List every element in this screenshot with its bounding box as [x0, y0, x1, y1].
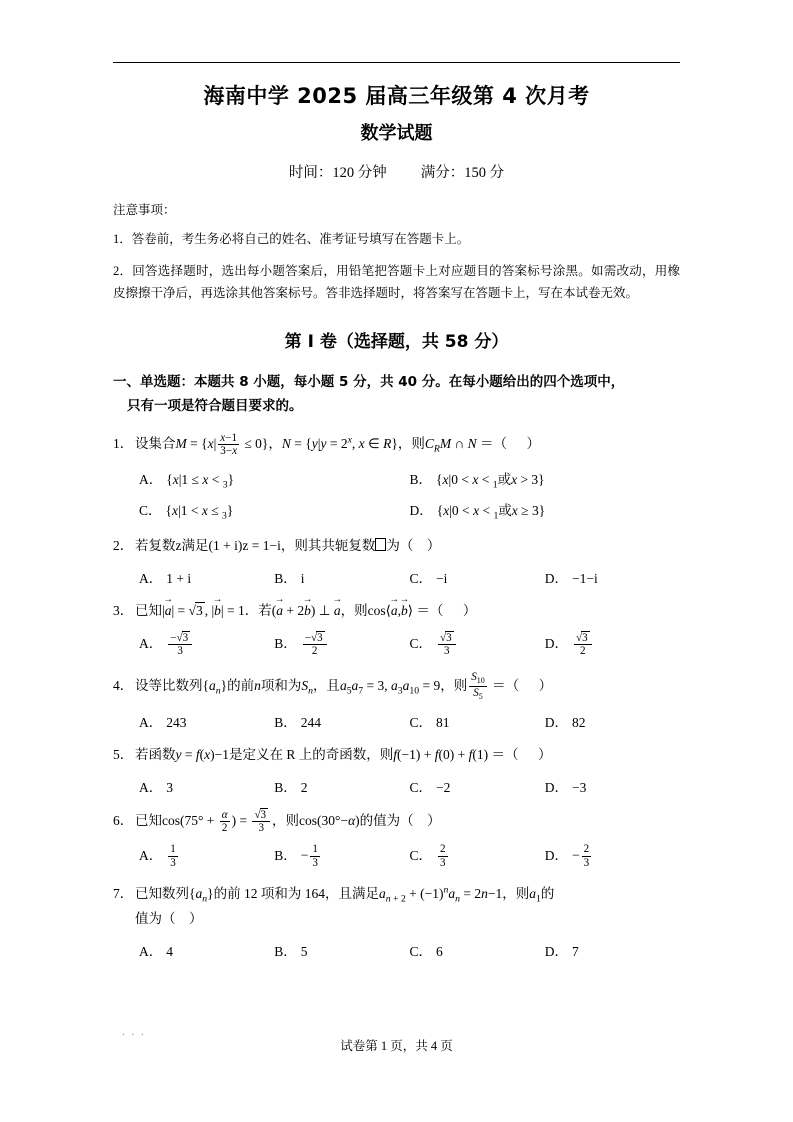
- page-dots-decoration: . . .: [122, 1026, 146, 1038]
- section-heading: 第 I 卷（选择题，共 58 分）: [284, 332, 509, 353]
- option-1-D[interactable]: D． {x|0 < x < $_1$或x ≥ 3}: [409, 503, 546, 522]
- option-4-B[interactable]: B． 244: [274, 714, 322, 730]
- option-2-D[interactable]: D． −1−i: [544, 570, 598, 586]
- notice-item-1: 1．答卷前，考生务必将自己的姓名、准考证号填写在答题卡上。: [113, 231, 470, 246]
- option-3-A[interactable]: A． $\frac{-√3}{3}$: [139, 632, 274, 658]
- option-6-C[interactable]: C． $\frac{2}{3}$: [409, 843, 446, 869]
- page-content: [113, 62, 680, 960]
- question-2-options: [113, 567, 680, 587]
- question-6-number: 6．: [113, 813, 134, 829]
- option-6-D[interactable]: D． − $\frac{2}{3}$: [544, 843, 590, 869]
- header-divider: [113, 62, 680, 63]
- question-5-number: 5．: [113, 746, 134, 762]
- question-3-number: 3．: [113, 602, 134, 618]
- question-3-text: 已知|a →| = √3 , |b →| = 1．若(a → + 2b →) ⊥ a →，则cos⟨a →,b →⟩ ＝（ ）: [135, 603, 476, 618]
- question-2: [113, 535, 680, 558]
- page-title: 海南中学 2025 届高三年级第 4 次月考: [203, 84, 590, 108]
- question-4-text: 设等比数列$\{a_n\}$的前n项和为$S_n$，且$a_5a_7 = 3$, $a_3a_{10} = 9$，则 $\frac{S_{10}}{S_5}$ ＝（ ）: [135, 670, 553, 701]
- page-footer: 试卷第 1 页，共 4 页: [340, 1039, 453, 1053]
- option-3-B[interactable]: B． $\frac{-√3}{2}$: [274, 632, 409, 658]
- part-heading-line1: 一、单选题：本题共 8 小题，每小题 5 分，共 40 分。在每小题给出的四个选项中，: [113, 374, 625, 391]
- question-5: [113, 744, 680, 767]
- question-7-number: 7．: [113, 885, 134, 901]
- question-3: [113, 600, 680, 623]
- question-6: [113, 809, 680, 835]
- question-7-text: 已知数列$\{a_n\}$的前 12 项和为 164，且满足$a_{n + 2} + (-1)^na_n = 2n-1$，则$a_1$的: [135, 884, 555, 905]
- question-1-options: [113, 468, 680, 491]
- option-7-D[interactable]: D． 7: [544, 943, 579, 959]
- question-7: [113, 882, 680, 931]
- question-1-options-2: [113, 499, 680, 522]
- question-7-options: [113, 940, 680, 960]
- question-5-options: [113, 776, 680, 796]
- option-5-C[interactable]: C． −2: [409, 779, 451, 795]
- question-3-options: [113, 632, 680, 658]
- option-4-C[interactable]: C． 81: [409, 714, 450, 730]
- option-2-A[interactable]: A． 1 + i: [139, 570, 192, 586]
- option-3-C[interactable]: C． $\frac{√3}{3}$: [410, 632, 545, 658]
- option-7-B[interactable]: B． 5: [274, 943, 308, 959]
- placeholder-box-icon: [375, 538, 386, 551]
- question-6-text: 已知cos(75° + $\frac{\alpha}{2}$ ) = $\frac{√3}{3}$ ，则cos(30°−α)的值为（ ）: [135, 808, 441, 835]
- question-4-options: [113, 711, 680, 731]
- part-heading: [113, 370, 680, 419]
- question-6-options: [113, 843, 680, 869]
- question-2-number: 2．: [113, 537, 134, 553]
- exam-meta: [113, 161, 680, 182]
- question-4-number: 4．: [113, 677, 134, 693]
- notice-title: 注意事项：: [113, 202, 176, 217]
- part-heading-line2: 只有一项是符合题目要求的。: [127, 398, 303, 415]
- option-2-C[interactable]: C． −i: [409, 570, 448, 586]
- option-7-C[interactable]: C． 6: [409, 943, 443, 959]
- option-3-D[interactable]: D． $\frac{√3}{2}$: [545, 632, 680, 658]
- time-label: 时间：120 分钟: [288, 164, 387, 181]
- option-6-B[interactable]: B． − $\frac{1}{3}$: [274, 843, 318, 869]
- question-2-text: 若复数z满足(1 + i)z = 1−i，则其共轭复数 为（ ）: [135, 537, 441, 553]
- option-7-A[interactable]: A． 4: [139, 943, 173, 959]
- option-5-A[interactable]: A． 3: [139, 779, 173, 795]
- score-label: 满分：150 分: [420, 164, 505, 181]
- question-1-text: 设集合M = {x| $\frac{x-1}{3-x}$ ≤ 0}，$N = \{y|y = 2^x$, x ∈ R}，则$C_RM$ ∩ N ＝（ ）: [135, 431, 540, 458]
- question-1: [113, 432, 680, 459]
- option-6-A[interactable]: A． $\frac{1}{3}$: [139, 843, 176, 869]
- option-1-A[interactable]: A． {x|1 ≤ x < $_3$}: [139, 471, 235, 491]
- question-5-text: 若函数y = f(x)−1是定义在 R 上的奇函数，则f(−1) + f(0) + f(1) ＝（ ）: [135, 746, 552, 762]
- option-1-C[interactable]: C． {x|1 < x ≤ $_3$}: [139, 503, 234, 522]
- option-2-B[interactable]: B． i: [274, 570, 305, 586]
- option-1-B[interactable]: B． {x|0 < x < $_1$或x > 3}: [409, 471, 545, 491]
- question-4: [113, 671, 680, 702]
- notice-item-2: 2．回答选择题时，选出每小题答案后，用铅笔把答题卡上对应题目的答案标号涂黑。如需改动，用橡皮擦擦干净后，再选涂其他答案标号。答非选择题时，将答案写在答题卡上，写在本试卷无效。: [113, 264, 680, 301]
- page-subtitle: 数学试题: [360, 122, 433, 144]
- option-4-A[interactable]: A． 243: [139, 714, 187, 730]
- question-1-number: 1．: [113, 436, 134, 452]
- option-4-D[interactable]: D． 82: [544, 714, 586, 730]
- option-5-D[interactable]: D． −3: [544, 779, 587, 795]
- question-7-text-line2: 值为（ ）: [135, 910, 203, 926]
- option-5-B[interactable]: B． 2: [274, 779, 308, 795]
